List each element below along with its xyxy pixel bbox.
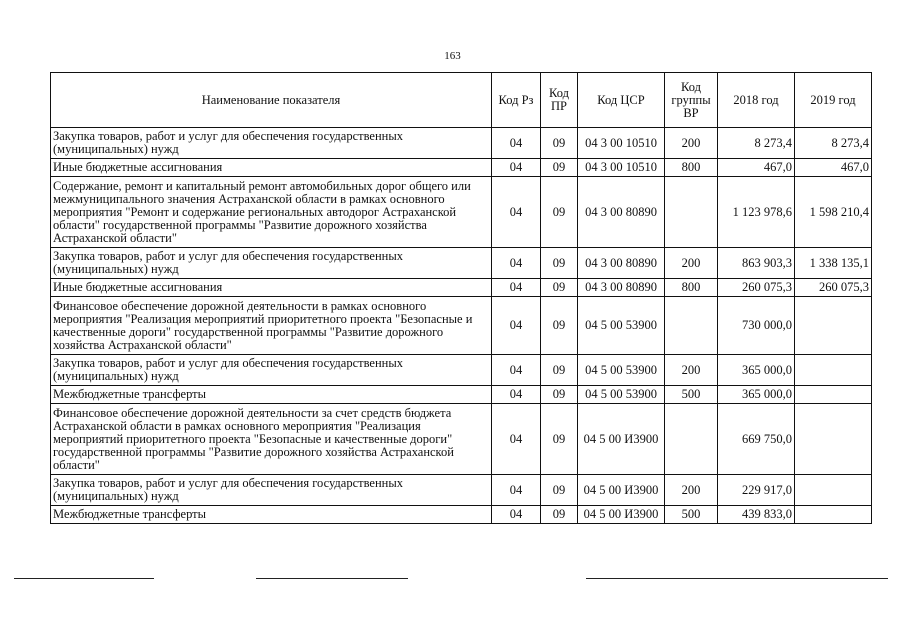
header-vr: Код группы ВР (665, 73, 718, 128)
footer-rule-right (586, 578, 888, 579)
cell-pr: 09 (541, 279, 578, 297)
cell-rz: 04 (492, 355, 541, 386)
cell-2019 (795, 404, 872, 475)
cell-vr: 800 (665, 159, 718, 177)
cell-2018: 439 833,0 (718, 506, 795, 524)
cell-csr: 04 3 00 10510 (578, 159, 665, 177)
header-2018: 2018 год (718, 73, 795, 128)
cell-2019: 467,0 (795, 159, 872, 177)
page-number: 163 (444, 50, 461, 62)
cell-name: Финансовое обеспечение дорожной деятельности в рамках основного мероприятия "Реализация мероприятий приоритетного проекта "Безопасные и качественные дороги" государственной программы "Развитие дорожного хозяйства Астраханской области" (51, 297, 492, 355)
table-row (51, 279, 872, 297)
table-row (51, 297, 872, 355)
cell-name: Закупка товаров, работ и услуг для обеспечения государственных (муниципальных) нужд (51, 128, 492, 159)
cell-2018: 669 750,0 (718, 404, 795, 475)
cell-pr: 09 (541, 506, 578, 524)
table-header-row (51, 73, 872, 128)
footer-rule-left (14, 578, 154, 579)
cell-name: Закупка товаров, работ и услуг для обеспечения государственных (муниципальных) нужд (51, 475, 492, 506)
cell-rz: 04 (492, 506, 541, 524)
cell-csr: 04 5 00 53900 (578, 355, 665, 386)
cell-csr: 04 3 00 10510 (578, 128, 665, 159)
cell-2018: 863 903,3 (718, 248, 795, 279)
cell-rz: 04 (492, 128, 541, 159)
header-2019: 2019 год (795, 73, 872, 128)
cell-name: Финансовое обеспечение дорожной деятельности за счет средств бюджета Астраханской области в рамках основного мероприятия "Реализация мероприятий приоритетного проекта "Безопасные и качественные дороги" государственной программы "Развитие дорожного хозяйства Астраханской области" (51, 404, 492, 475)
cell-name: Иные бюджетные ассигнования (51, 279, 492, 297)
cell-pr: 09 (541, 297, 578, 355)
cell-vr: 800 (665, 279, 718, 297)
header-name: Наименование показателя (51, 73, 492, 128)
cell-vr: 200 (665, 355, 718, 386)
cell-csr: 04 3 00 80890 (578, 177, 665, 248)
cell-name: Межбюджетные трансферты (51, 386, 492, 404)
cell-pr: 09 (541, 159, 578, 177)
cell-csr: 04 5 00 И3900 (578, 404, 665, 475)
cell-vr: 200 (665, 248, 718, 279)
table-row (51, 355, 872, 386)
cell-2019: 1 338 135,1 (795, 248, 872, 279)
cell-2018: 365 000,0 (718, 355, 795, 386)
cell-vr: 500 (665, 506, 718, 524)
table-row (51, 506, 872, 524)
table-row (51, 386, 872, 404)
cell-2019 (795, 386, 872, 404)
cell-pr: 09 (541, 386, 578, 404)
cell-rz: 04 (492, 159, 541, 177)
cell-vr: 500 (665, 386, 718, 404)
cell-name: Содержание, ремонт и капитальный ремонт автомобильных дорог общего или межмуниципального значения Астраханской области в рамках основного мероприятия "Ремонт и содержание региональных автодорог Астраханской области" государственной программы "Развитие дорожного хозяйства Астраханской области" (51, 177, 492, 248)
cell-rz: 04 (492, 475, 541, 506)
budget-table (50, 72, 872, 524)
cell-name: Закупка товаров, работ и услуг для обеспечения государственных (муниципальных) нужд (51, 355, 492, 386)
cell-2018: 229 917,0 (718, 475, 795, 506)
header-csr: Код ЦСР (578, 73, 665, 128)
cell-rz: 04 (492, 279, 541, 297)
cell-rz: 04 (492, 177, 541, 248)
cell-vr (665, 404, 718, 475)
cell-pr: 09 (541, 248, 578, 279)
header-rz: Код Рз (492, 73, 541, 128)
table-row (51, 404, 872, 475)
cell-2018: 730 000,0 (718, 297, 795, 355)
cell-rz: 04 (492, 248, 541, 279)
cell-pr: 09 (541, 475, 578, 506)
cell-2019 (795, 506, 872, 524)
cell-pr: 09 (541, 128, 578, 159)
table-row (51, 128, 872, 159)
cell-pr: 09 (541, 404, 578, 475)
cell-2018: 8 273,4 (718, 128, 795, 159)
cell-2018: 260 075,3 (718, 279, 795, 297)
cell-2019: 1 598 210,4 (795, 177, 872, 248)
cell-2019 (795, 297, 872, 355)
cell-2019 (795, 475, 872, 506)
cell-rz: 04 (492, 386, 541, 404)
cell-pr: 09 (541, 355, 578, 386)
cell-vr (665, 297, 718, 355)
footer-rule-middle (256, 578, 408, 579)
cell-2018: 1 123 978,6 (718, 177, 795, 248)
cell-name: Межбюджетные трансферты (51, 506, 492, 524)
cell-2018: 467,0 (718, 159, 795, 177)
cell-csr: 04 5 00 53900 (578, 297, 665, 355)
cell-rz: 04 (492, 404, 541, 475)
table-row (51, 177, 872, 248)
cell-csr: 04 5 00 И3900 (578, 506, 665, 524)
cell-csr: 04 5 00 И3900 (578, 475, 665, 506)
cell-2019 (795, 355, 872, 386)
cell-name: Иные бюджетные ассигнования (51, 159, 492, 177)
cell-pr: 09 (541, 177, 578, 248)
cell-rz: 04 (492, 297, 541, 355)
cell-name: Закупка товаров, работ и услуг для обеспечения государственных (муниципальных) нужд (51, 248, 492, 279)
header-pr: Код ПР (541, 73, 578, 128)
cell-2019: 8 273,4 (795, 128, 872, 159)
cell-csr: 04 3 00 80890 (578, 248, 665, 279)
cell-vr: 200 (665, 475, 718, 506)
table-row (51, 475, 872, 506)
cell-csr: 04 5 00 53900 (578, 386, 665, 404)
cell-vr: 200 (665, 128, 718, 159)
cell-csr: 04 3 00 80890 (578, 279, 665, 297)
cell-2018: 365 000,0 (718, 386, 795, 404)
cell-vr (665, 177, 718, 248)
table-row (51, 248, 872, 279)
cell-2019: 260 075,3 (795, 279, 872, 297)
table-row (51, 159, 872, 177)
